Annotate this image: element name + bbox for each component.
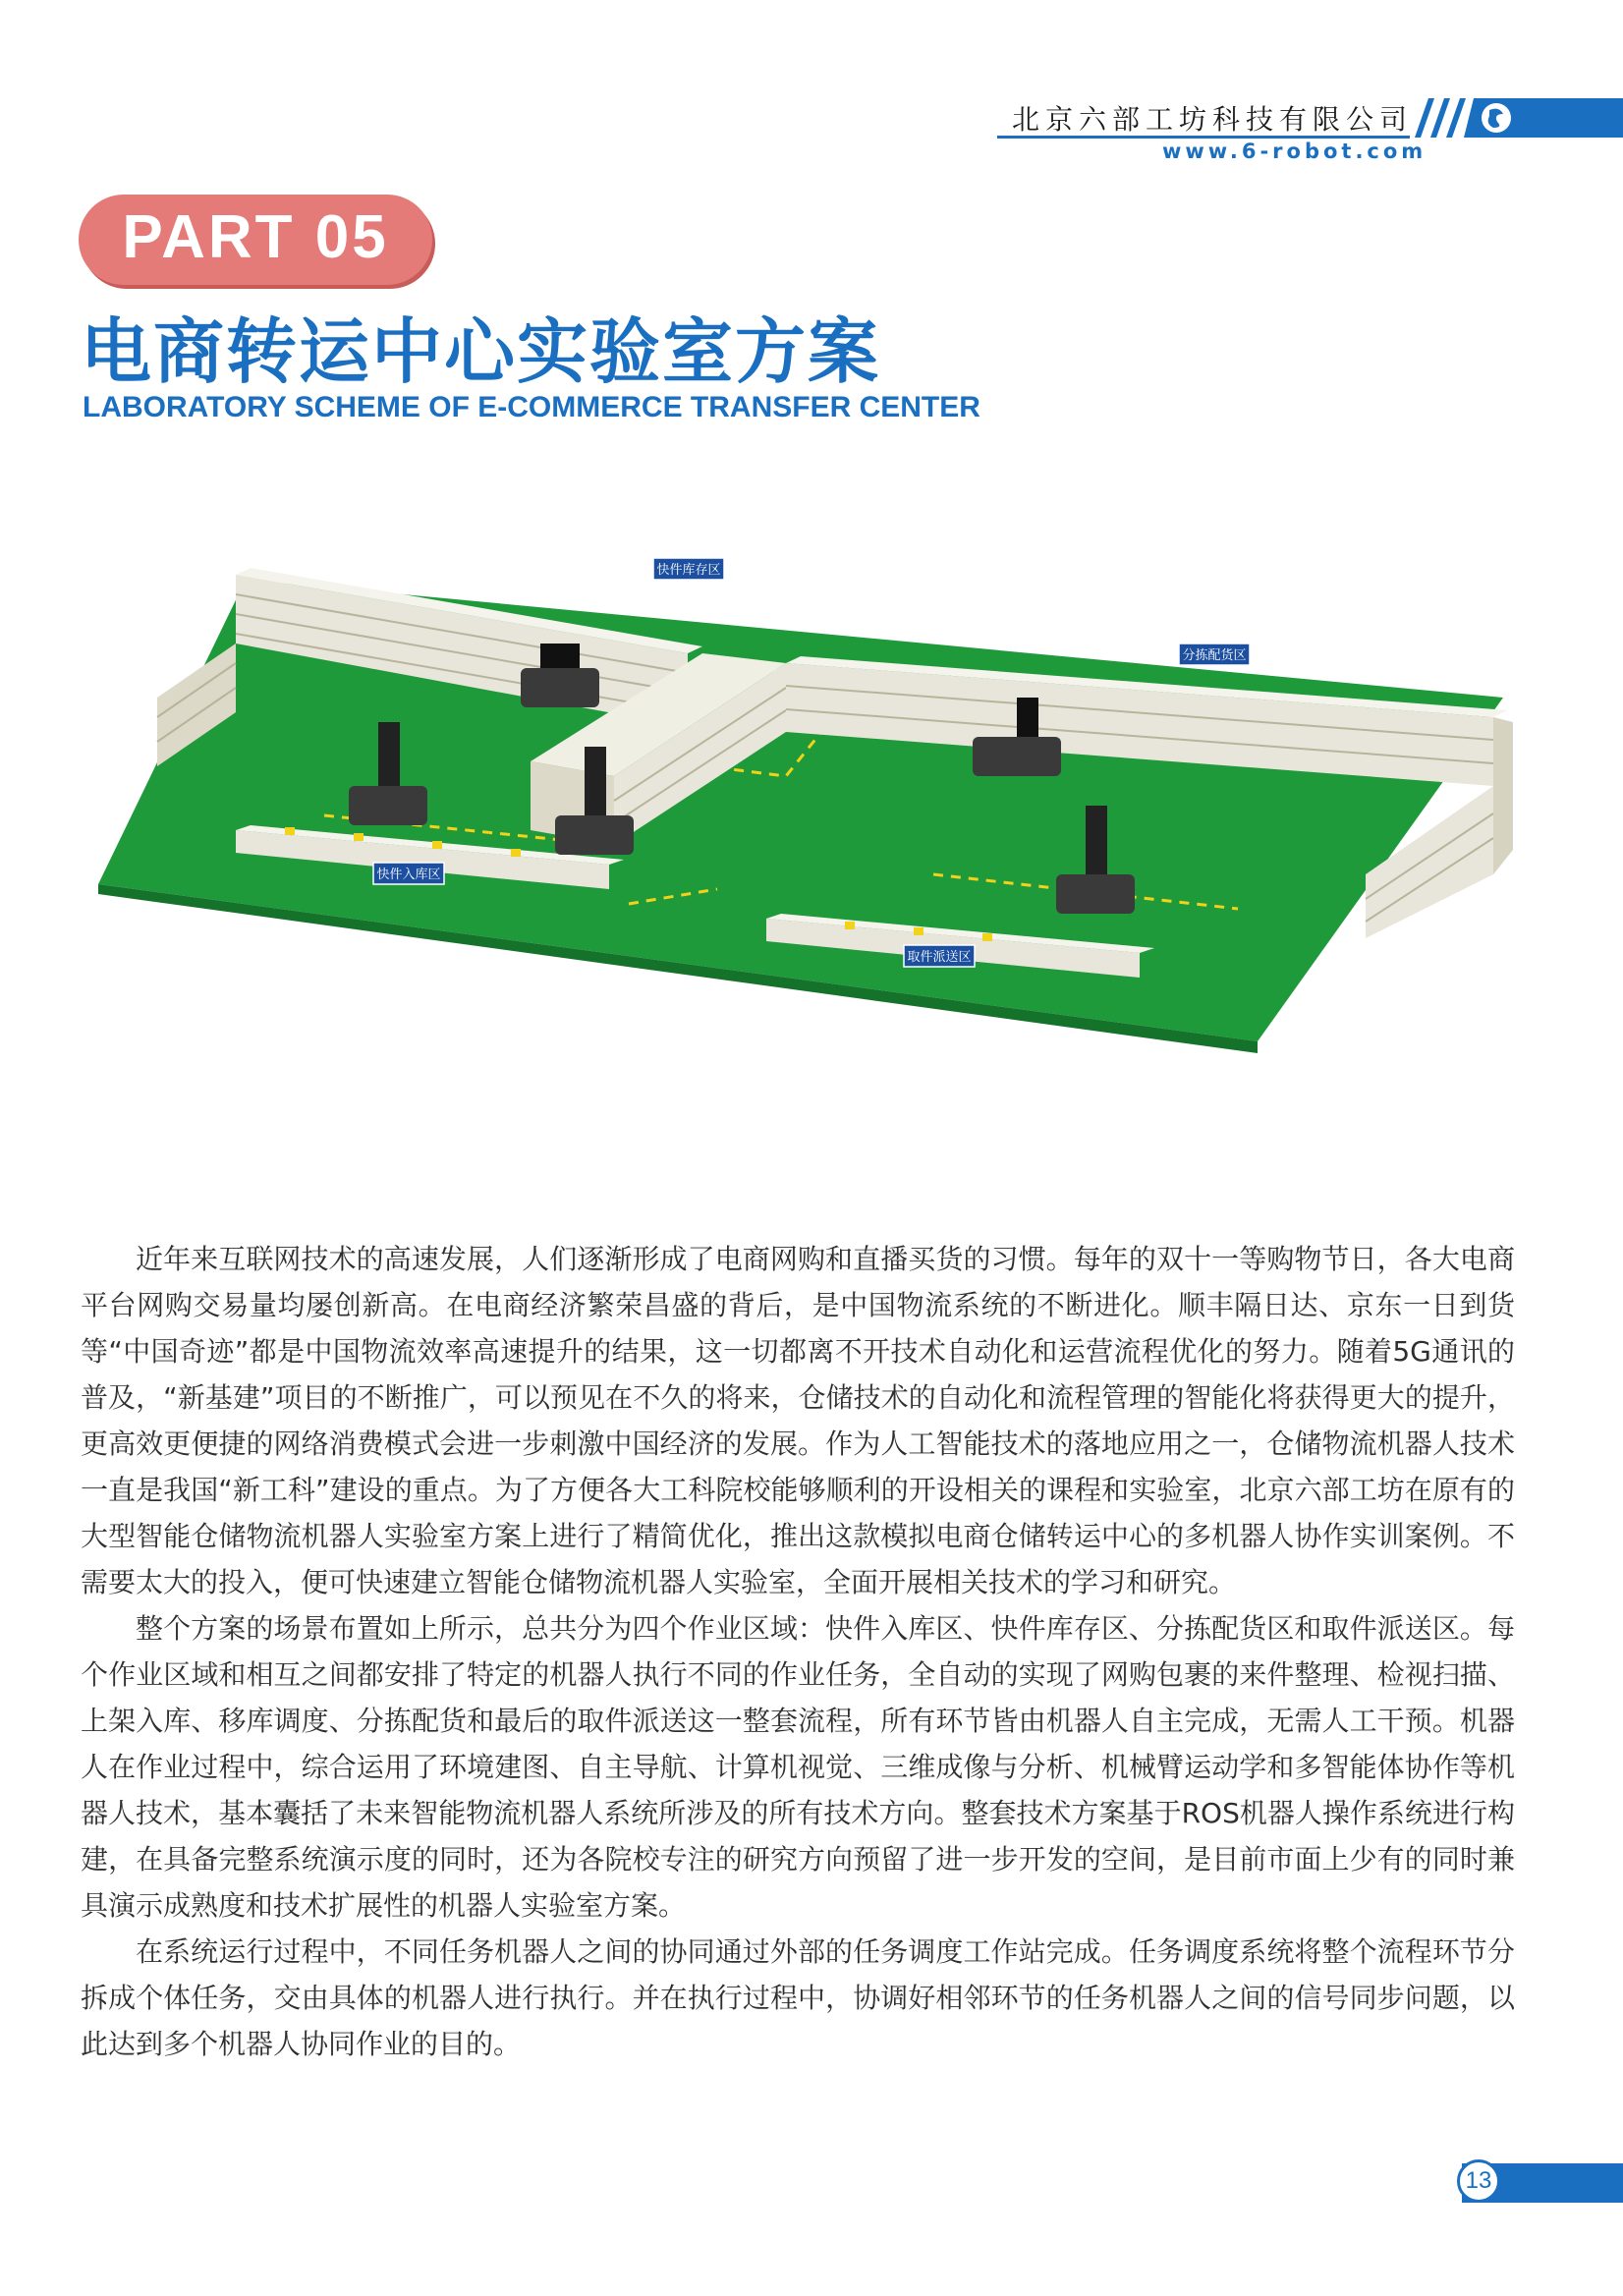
company-logo-icon xyxy=(1482,103,1511,133)
company-name: 北京六部工坊科技有限公司 xyxy=(1012,103,1414,136)
lab-scene-illustration xyxy=(79,550,1552,1061)
zone-label-sorting: 分拣配货区 xyxy=(1182,648,1247,663)
zone-label-dispatch: 取件派送区 xyxy=(907,950,972,965)
part-label: PART 05 xyxy=(122,203,389,271)
body-paragraph-2: 整个方案的场景布置如上所示，总共分为四个作业区域：快件入库区、快件库存区、分拣配货区和取件派送区。每个作业区域和相互之间都安排了特定的机器人执行不同的作业任务，全自动的实现了网购包裹的来件整理、检视扫描、上架入库、移库调度、分拣配货和最后的取件派送这一整套流程，所有环节皆由机器人自主完成，无需人工干预。机器人在作业过程中，综合运用了环境建图、自主导航、计算机视觉、三维成像与分析、机械臂运动学和多智能体协作等机器人技术，基本囊括了未来智能物流机器人系统所涉及的所有技术方向。整套技术方案基于ROS机器人操作系统进行构建，在具备完整系统演示度的同时，还为各院校专注的研究方向预留了进一步开发的空间，是目前市面上少有的同时兼具演示成熟度和技术扩展性的机器人实验室方案。 xyxy=(81,1612,1515,1922)
page-number: 13 xyxy=(1457,2159,1500,2203)
body-paragraph-1: 近年来互联网技术的高速发展，人们逐渐形成了电商网购和直播买货的习惯。每年的双十一等购物节日，各大电商平台网购交易量均屡创新高。在电商经济繁荣昌盛的背后，是中国物流系统的不断进化。顺丰隔日达、京东一日到货等“中国奇迹”都是中国物流效率高速提升的结果，这一切都离不开技术自动化和运营流程优化的努力。随着5G通讯的普及，“新基建”项目的不断推广，可以预见在不久的将来，仓储技术的自动化和流程管理的智能化将获得更大的提升，更高效更便捷的网络消费模式会进一步刺激中国经济的发展。作为人工智能技术的落地应用之一，仓储物流机器人技术一直是我国“新工科”建设的重点。为了方便各大工科院校能够顺利的开设相关的课程和实验室，北京六部工坊在原有的大型智能仓储物流机器人实验室方案上进行了精简优化，推出这款模拟电商仓储转运中心的多机器人协作实训案例。不需要太大的投入，便可快速建立智能仓储物流机器人实验室，全面开展相关技术的学习和研究。 xyxy=(81,1243,1515,1598)
header-logo-bar xyxy=(1405,98,1623,138)
part-badge xyxy=(79,195,432,285)
zone-sign-dispatch xyxy=(904,945,975,967)
body-paragraph-3: 在系统运行过程中，不同任务机器人之间的协同通过外部的任务调度工作站完成。任务调度系统将整个流程环节分拆成个体任务，交由具体的机器人进行执行。并在执行过程中，协调好相邻环节的任务机器人之间的信号同步问题，以此达到多个机器人协同作业的目的。 xyxy=(81,1935,1515,2060)
zone-sign-inbound xyxy=(373,863,444,884)
zone-sign-sorting xyxy=(1179,644,1250,665)
page-subtitle: LABORATORY SCHEME OF E-COMMERCE TRANSFER CENTER xyxy=(83,391,980,423)
header-rule xyxy=(997,136,1410,139)
zone-label-storage: 快件库存区 xyxy=(656,563,721,578)
company-url: www.6-robot.com xyxy=(1162,140,1427,163)
page-title: 电商转运中心实验室方案 xyxy=(81,310,881,393)
body-text xyxy=(81,1236,1515,2067)
zone-label-inbound: 快件入库区 xyxy=(376,868,441,882)
zone-sign-storage xyxy=(653,558,724,580)
